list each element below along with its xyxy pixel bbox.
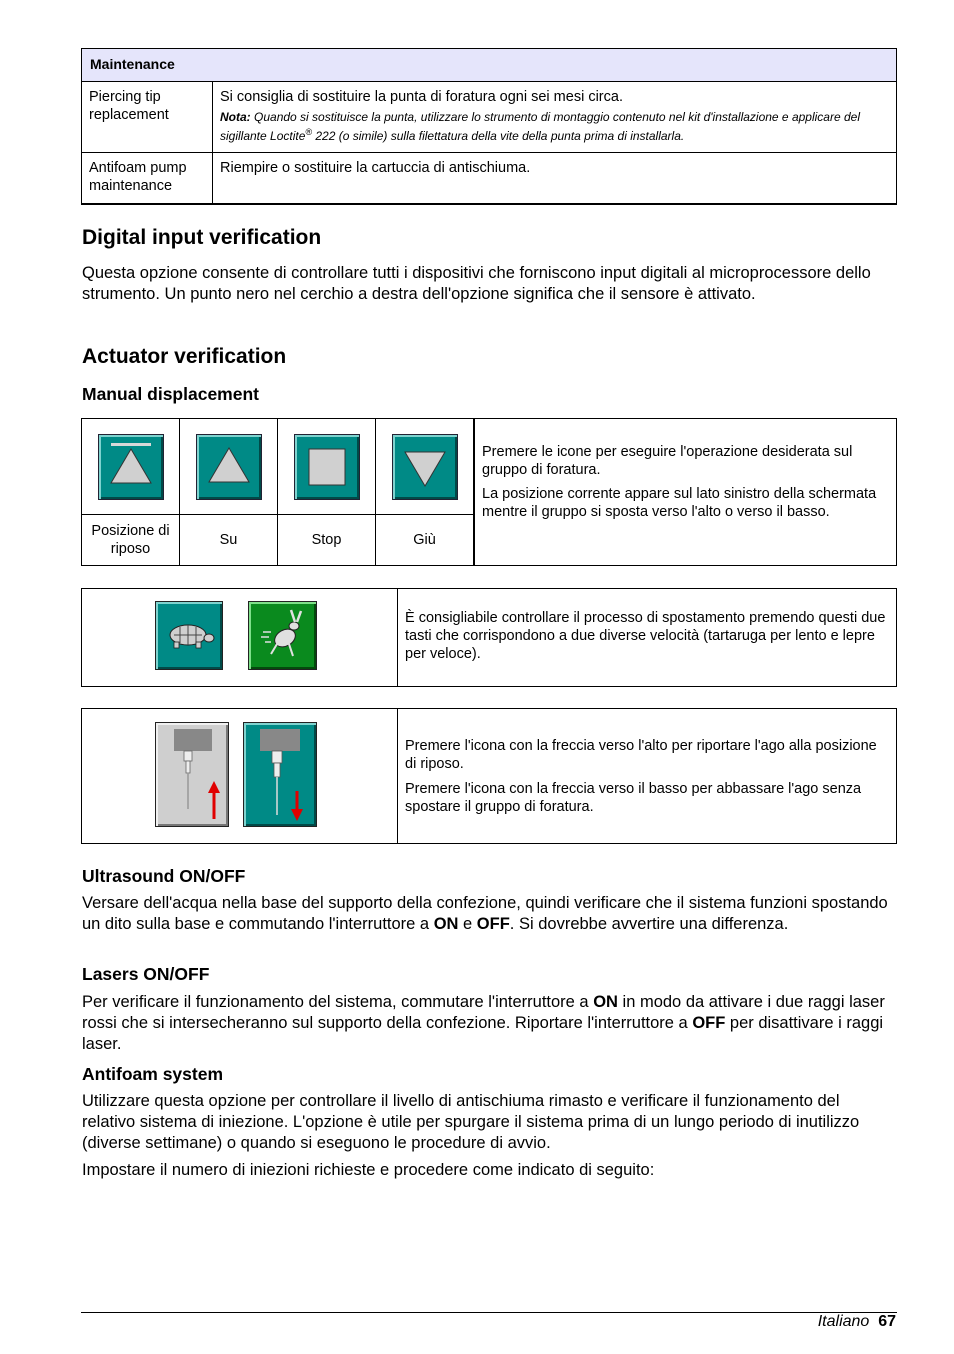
- ultrasound-on: ON: [433, 915, 459, 933]
- stop-square-icon[interactable]: [294, 434, 360, 500]
- lasers-text: [82, 992, 894, 1055]
- note-label: Nota:: [220, 110, 251, 124]
- maintenance-header: Maintenance: [82, 49, 897, 82]
- antifoam-text-2: Impostare il numero di iniezioni richieste e procedere come indicato di seguito:: [82, 1161, 655, 1179]
- row-item-antifoam: Antifoam pump maintenance: [82, 153, 213, 204]
- needle-up-icon[interactable]: [155, 722, 229, 827]
- manual-text-1: Premere le icone per eseguire l'operazione desiderata sul gruppo di foratura.: [482, 444, 853, 478]
- note-reg: ®: [305, 127, 313, 137]
- stop-cell: [278, 419, 376, 515]
- piercing-note: [220, 110, 889, 144]
- needle-down-icon[interactable]: [243, 722, 317, 827]
- speed-icons-cell: [82, 589, 398, 686]
- needle-text: [405, 737, 889, 816]
- lasers-off: OFF: [692, 1014, 726, 1032]
- digital-input-heading: Digital input verification: [82, 226, 322, 249]
- antifoam-heading: Antifoam system: [82, 1064, 224, 1084]
- down-triangle-icon[interactable]: [392, 434, 458, 500]
- actuator-heading: Actuator verification: [82, 345, 287, 368]
- home-label: Posizione di riposo: [82, 515, 180, 566]
- antifoam-text-1: Utilizzare questa opzione per controllare il livello di antischiuma rimasto e verificare il funzionamento del relativo sistema di iniezione. L'opzione è utile per spurgare il sistema prima di un lungo periodo di inutilizzo (diverse settimane) o quando si eseguono le procedure di avvio.: [82, 1092, 860, 1152]
- piercing-text: Si consiglia di sostituire la punta di foratura ogni sei mesi circa.: [220, 89, 623, 105]
- turtle-icon[interactable]: [155, 601, 223, 670]
- manual-displacement-table: [81, 418, 897, 566]
- needle-text-2: Premere l'icona con la freccia verso il basso per abbassare l'ago senza spostare il gruppo di foratura.: [405, 781, 862, 815]
- up-triangle-icon[interactable]: [196, 434, 262, 500]
- footer-page: 67: [878, 1313, 896, 1330]
- footer-language: Italiano: [817, 1313, 870, 1330]
- footer-divider: [81, 1312, 897, 1313]
- needle-box: [81, 708, 897, 844]
- manual-description: [474, 419, 897, 566]
- lasers-t2: in modo da attivare i due raggi laser rossi che si intersecheranno sul supporto della confezione. Riportare l'interruttore a: [82, 993, 885, 1032]
- hare-icon[interactable]: [248, 601, 317, 670]
- digital-input-text: Questa opzione consente di controllare tutti i dispositivi che forniscono input digitali al microprocessore dello strumento. Un punto nero nel cerchio a destra dell'opzione significa che il sensore è attivato.: [82, 264, 871, 303]
- ultrasound-heading: Ultrasound ON/OFF: [82, 866, 246, 886]
- footer: [818, 1313, 896, 1331]
- note-text-2: 222 (o simile) sulla filettatura della vite della punta prima di installarla.: [312, 129, 685, 143]
- speed-text: È consigliabile controllare il processo di spostamento premendo questi due tasti che corrispondono a due diverse velocità (tartaruga per lento e lepre per veloce).: [405, 610, 886, 662]
- needle-icons-cell: [82, 709, 398, 843]
- up-cell: [180, 419, 278, 515]
- note-text-1: Quando si sostituisce la punta, utilizzare lo strumento di montaggio contenuto nel kit d'installazione e applicare del sigillante Loctite: [220, 110, 860, 143]
- lasers-heading: Lasers ON/OFF: [82, 964, 210, 984]
- up-label: Su: [180, 515, 278, 566]
- ultrasound-text: [82, 893, 894, 935]
- needle-text-1: Premere l'icona con la freccia verso l'alto per riportare l'ago alla posizione di riposo.: [405, 738, 877, 772]
- down-cell: [376, 419, 475, 515]
- speed-box: [81, 588, 897, 687]
- home-triangle-icon[interactable]: [98, 434, 164, 500]
- lasers-t3: per disattivare i raggi laser.: [82, 1014, 884, 1053]
- lasers-on: ON: [593, 993, 618, 1011]
- lasers-t1: Per verificare il funzionamento del sistema, commutare l'interruttore a: [82, 993, 594, 1011]
- ultrasound-t2: e: [458, 915, 477, 933]
- row-text-antifoam: Riempire o sostituire la cartuccia di antischiuma.: [213, 153, 897, 204]
- row-item-piercing: Piercing tip replacement: [82, 82, 213, 153]
- ultrasound-t1: Versare dell'acqua nella base del supporto della confezione, quindi verificare che il sistema funzioni spostando un dito sulla base e commutando l'interruttore a: [82, 894, 888, 933]
- maintenance-table: [81, 48, 897, 205]
- stop-label: Stop: [278, 515, 376, 566]
- manual-displacement-heading: Manual displacement: [82, 384, 259, 404]
- ultrasound-off: OFF: [476, 915, 510, 933]
- row-text-piercing: [213, 82, 897, 153]
- manual-text-2: La posizione corrente appare sul lato sinistro della schermata mentre il gruppo si sposta verso l'alto o verso il basso.: [482, 486, 877, 520]
- down-label: Giù: [376, 515, 475, 566]
- home-cell: [82, 419, 180, 515]
- ultrasound-t3: . Si dovrebbe avvertire una differenza.: [509, 915, 789, 933]
